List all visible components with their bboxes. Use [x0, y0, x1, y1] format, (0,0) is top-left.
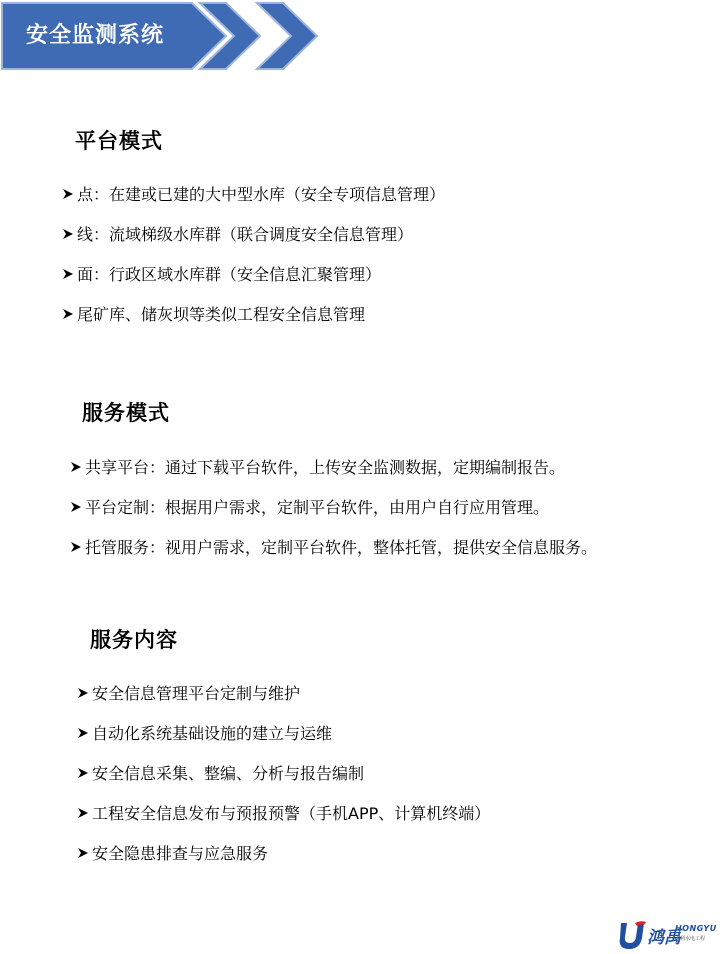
arrow-bullet-icon	[77, 767, 89, 779]
list-item	[77, 801, 490, 824]
page-title: 安全监测系统	[26, 23, 165, 48]
section-heading-platform-mode: 平台模式	[75, 129, 163, 153]
list-item-text: 平台定制：根据用户需求，定制平台软件，由用户自行应用管理。	[85, 498, 550, 517]
list-item	[77, 721, 332, 744]
arrow-bullet-icon	[77, 807, 89, 819]
list-item-text: 面：行政区域水库群（安全信息汇聚管理）	[77, 265, 382, 284]
list-item-text: 工程安全信息发布与预报预警（手机APP、计算机终端）	[92, 804, 491, 823]
list-item-text: 安全信息管理平台定制与维护	[92, 684, 301, 703]
logo-name: 鸿禹	[647, 928, 681, 948]
arrow-bullet-icon	[77, 727, 89, 739]
list-item	[62, 222, 413, 245]
arrow-bullet-icon	[62, 308, 74, 320]
list-item	[70, 535, 597, 558]
arrow-bullet-icon	[70, 501, 82, 513]
list-item-text: 尾矿库、储灰坝等类似工程安全信息管理	[77, 305, 366, 324]
section-heading-service-mode: 服务模式	[82, 401, 170, 425]
arrow-bullet-icon	[77, 687, 89, 699]
header-banner	[0, 0, 330, 72]
logo-subtitle: 水利水电工程	[675, 936, 706, 942]
logo-name-en: HONGYU	[675, 924, 717, 933]
list-item	[77, 841, 268, 864]
list-item	[62, 302, 365, 325]
list-item-text: 自动化系统基础设施的建立与运维	[92, 724, 333, 743]
list-item-text: 安全信息采集、整编、分析与报告编制	[92, 764, 365, 783]
list-item-text: 共享平台：通过下载平台软件，上传安全监测数据，定期编制报告。	[85, 458, 566, 477]
list-item	[62, 262, 381, 285]
list-item-text: 点：在建或已建的大中型水库（安全专项信息管理）	[77, 185, 446, 204]
arrow-bullet-icon	[70, 461, 82, 473]
section-heading-service-content: 服务内容	[90, 628, 178, 652]
list-item-text: 线：流域梯级水库群（联合调度安全信息管理）	[77, 225, 414, 244]
arrow-bullet-icon	[62, 188, 74, 200]
list-item	[62, 182, 445, 205]
arrow-bullet-icon	[62, 228, 74, 240]
arrow-bullet-icon	[77, 847, 89, 859]
u-swoosh-icon	[617, 920, 647, 950]
company-logo	[617, 920, 717, 950]
list-item-text: 托管服务：视用户需求，定制平台软件，整体托管，提供安全信息服务。	[85, 538, 598, 557]
list-item	[70, 495, 549, 518]
list-item	[77, 761, 364, 784]
list-item	[77, 681, 300, 704]
list-item	[70, 455, 565, 478]
arrow-bullet-icon	[62, 268, 74, 280]
list-item-text: 安全隐患排查与应急服务	[92, 844, 269, 863]
arrow-bullet-icon	[70, 541, 82, 553]
